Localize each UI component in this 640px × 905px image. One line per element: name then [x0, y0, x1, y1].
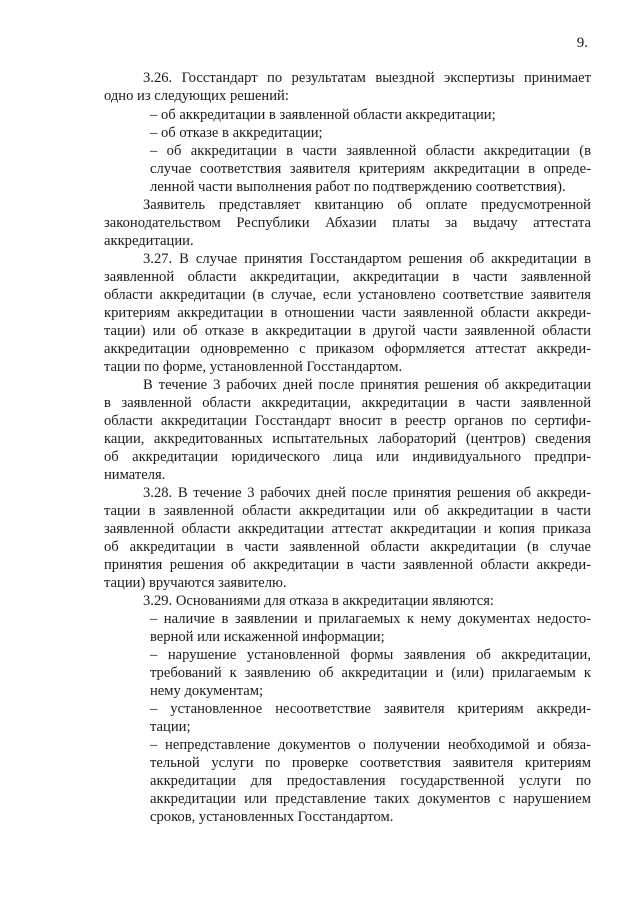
- text-line: принятия решения об аккредитации в части заявленной области аккреди-: [104, 557, 591, 573]
- text-line: заявленной области аккредитации, аккредитации в части заявленной: [104, 269, 591, 285]
- text-line: сроков, установленных Госстандартом.: [150, 809, 394, 825]
- text-line: Заявитель представляет квитанцию об оплате предусмотренной: [143, 197, 591, 213]
- text-line: аккредитации.: [104, 233, 194, 249]
- text-line: заявленной области аккредитации аттестат аккредитации и копия приказа: [104, 521, 591, 537]
- text-line: случае соответствия заявителя критериям аккредитации в опреде-: [150, 161, 591, 177]
- text-line: – об аккредитации в заявленной области аккредитации;: [150, 107, 496, 123]
- text-line: об аккредитации юридического лица или индивидуального предпри-: [104, 449, 591, 465]
- text-line: тации) или об отказе в аккредитации в другой части заявленной области: [104, 323, 591, 339]
- text-line: тации по форме, установленной Госстандартом.: [104, 359, 403, 375]
- text-line: нимателя.: [104, 467, 166, 483]
- text-line: В течение 3 рабочих дней после принятия решения об аккредитации: [143, 377, 591, 393]
- text-line: требований к заявлению об аккредитации и (или) прилагаемым к: [150, 665, 591, 681]
- text-line: 3.29. Основаниями для отказа в аккредитации являются:: [143, 593, 494, 609]
- text-line: области аккредитации (в случае, если установлено соответствие заявителя: [104, 287, 591, 303]
- text-line: об аккредитации в части заявленной области аккредитации (в случае: [104, 539, 591, 555]
- text-line: аккредитации или представление таких документов с нарушением: [150, 791, 591, 807]
- text-line: нему документам;: [150, 683, 264, 699]
- text-line: тации в заявленной области аккредитации или об аккредитации в части: [104, 503, 591, 519]
- text-line: – непредставление документов о получении необходимой и обяза-: [150, 737, 591, 753]
- text-line: законодательством Республики Абхазии платы за выдачу аттестата: [104, 215, 591, 231]
- text-line: в заявленной области аккредитации, аккредитации в части заявленной: [104, 395, 591, 411]
- text-line: – наличие в заявлении и прилагаемых к нему документах недосто-: [150, 611, 591, 627]
- text-line: 3.28. В течение 3 рабочих дней после принятия решения об аккреди-: [143, 485, 591, 501]
- text-line: 3.27. В случае принятия Госстандартом решения об аккредитации в: [143, 251, 591, 267]
- text-line: кации, аккредитованных испытательных лабораторий (центров) сведения: [104, 431, 591, 447]
- text-line: ленной части выполнения работ по подтверждению соответствия).: [150, 179, 566, 195]
- text-line: – об аккредитации в части заявленной области аккредитации (в: [150, 143, 591, 159]
- text-line: – об отказе в аккредитации;: [150, 125, 323, 141]
- text-line: критериям аккредитации в отношении части заявленной области аккреди-: [104, 305, 591, 321]
- text-line: аккредитации одновременно с приказом оформляется аттестат аккреди-: [104, 341, 591, 357]
- text-line: одно из следующих решений:: [104, 88, 289, 104]
- text-line: – установленное несоответствие заявителя критериям аккреди-: [150, 701, 591, 717]
- page-number: 9.: [576, 35, 588, 51]
- text-line: области аккредитации Госстандарт вносит в реестр органов по сертифи-: [104, 413, 591, 429]
- text-line: – нарушение установленной формы заявления об аккредитации,: [150, 647, 591, 663]
- text-line: тации;: [150, 719, 191, 735]
- text-line: 3.26. Госстандарт по результатам выездной экспертизы принимает: [143, 70, 591, 86]
- text-line: аккредитации для предоставления государственной услуги по: [150, 773, 591, 789]
- text-line: тельной услуги по проверке соответствия заявителя критериям: [150, 755, 591, 771]
- text-line: верной или искаженной информации;: [150, 629, 385, 645]
- text-line: тации) вручаются заявителю.: [104, 575, 287, 591]
